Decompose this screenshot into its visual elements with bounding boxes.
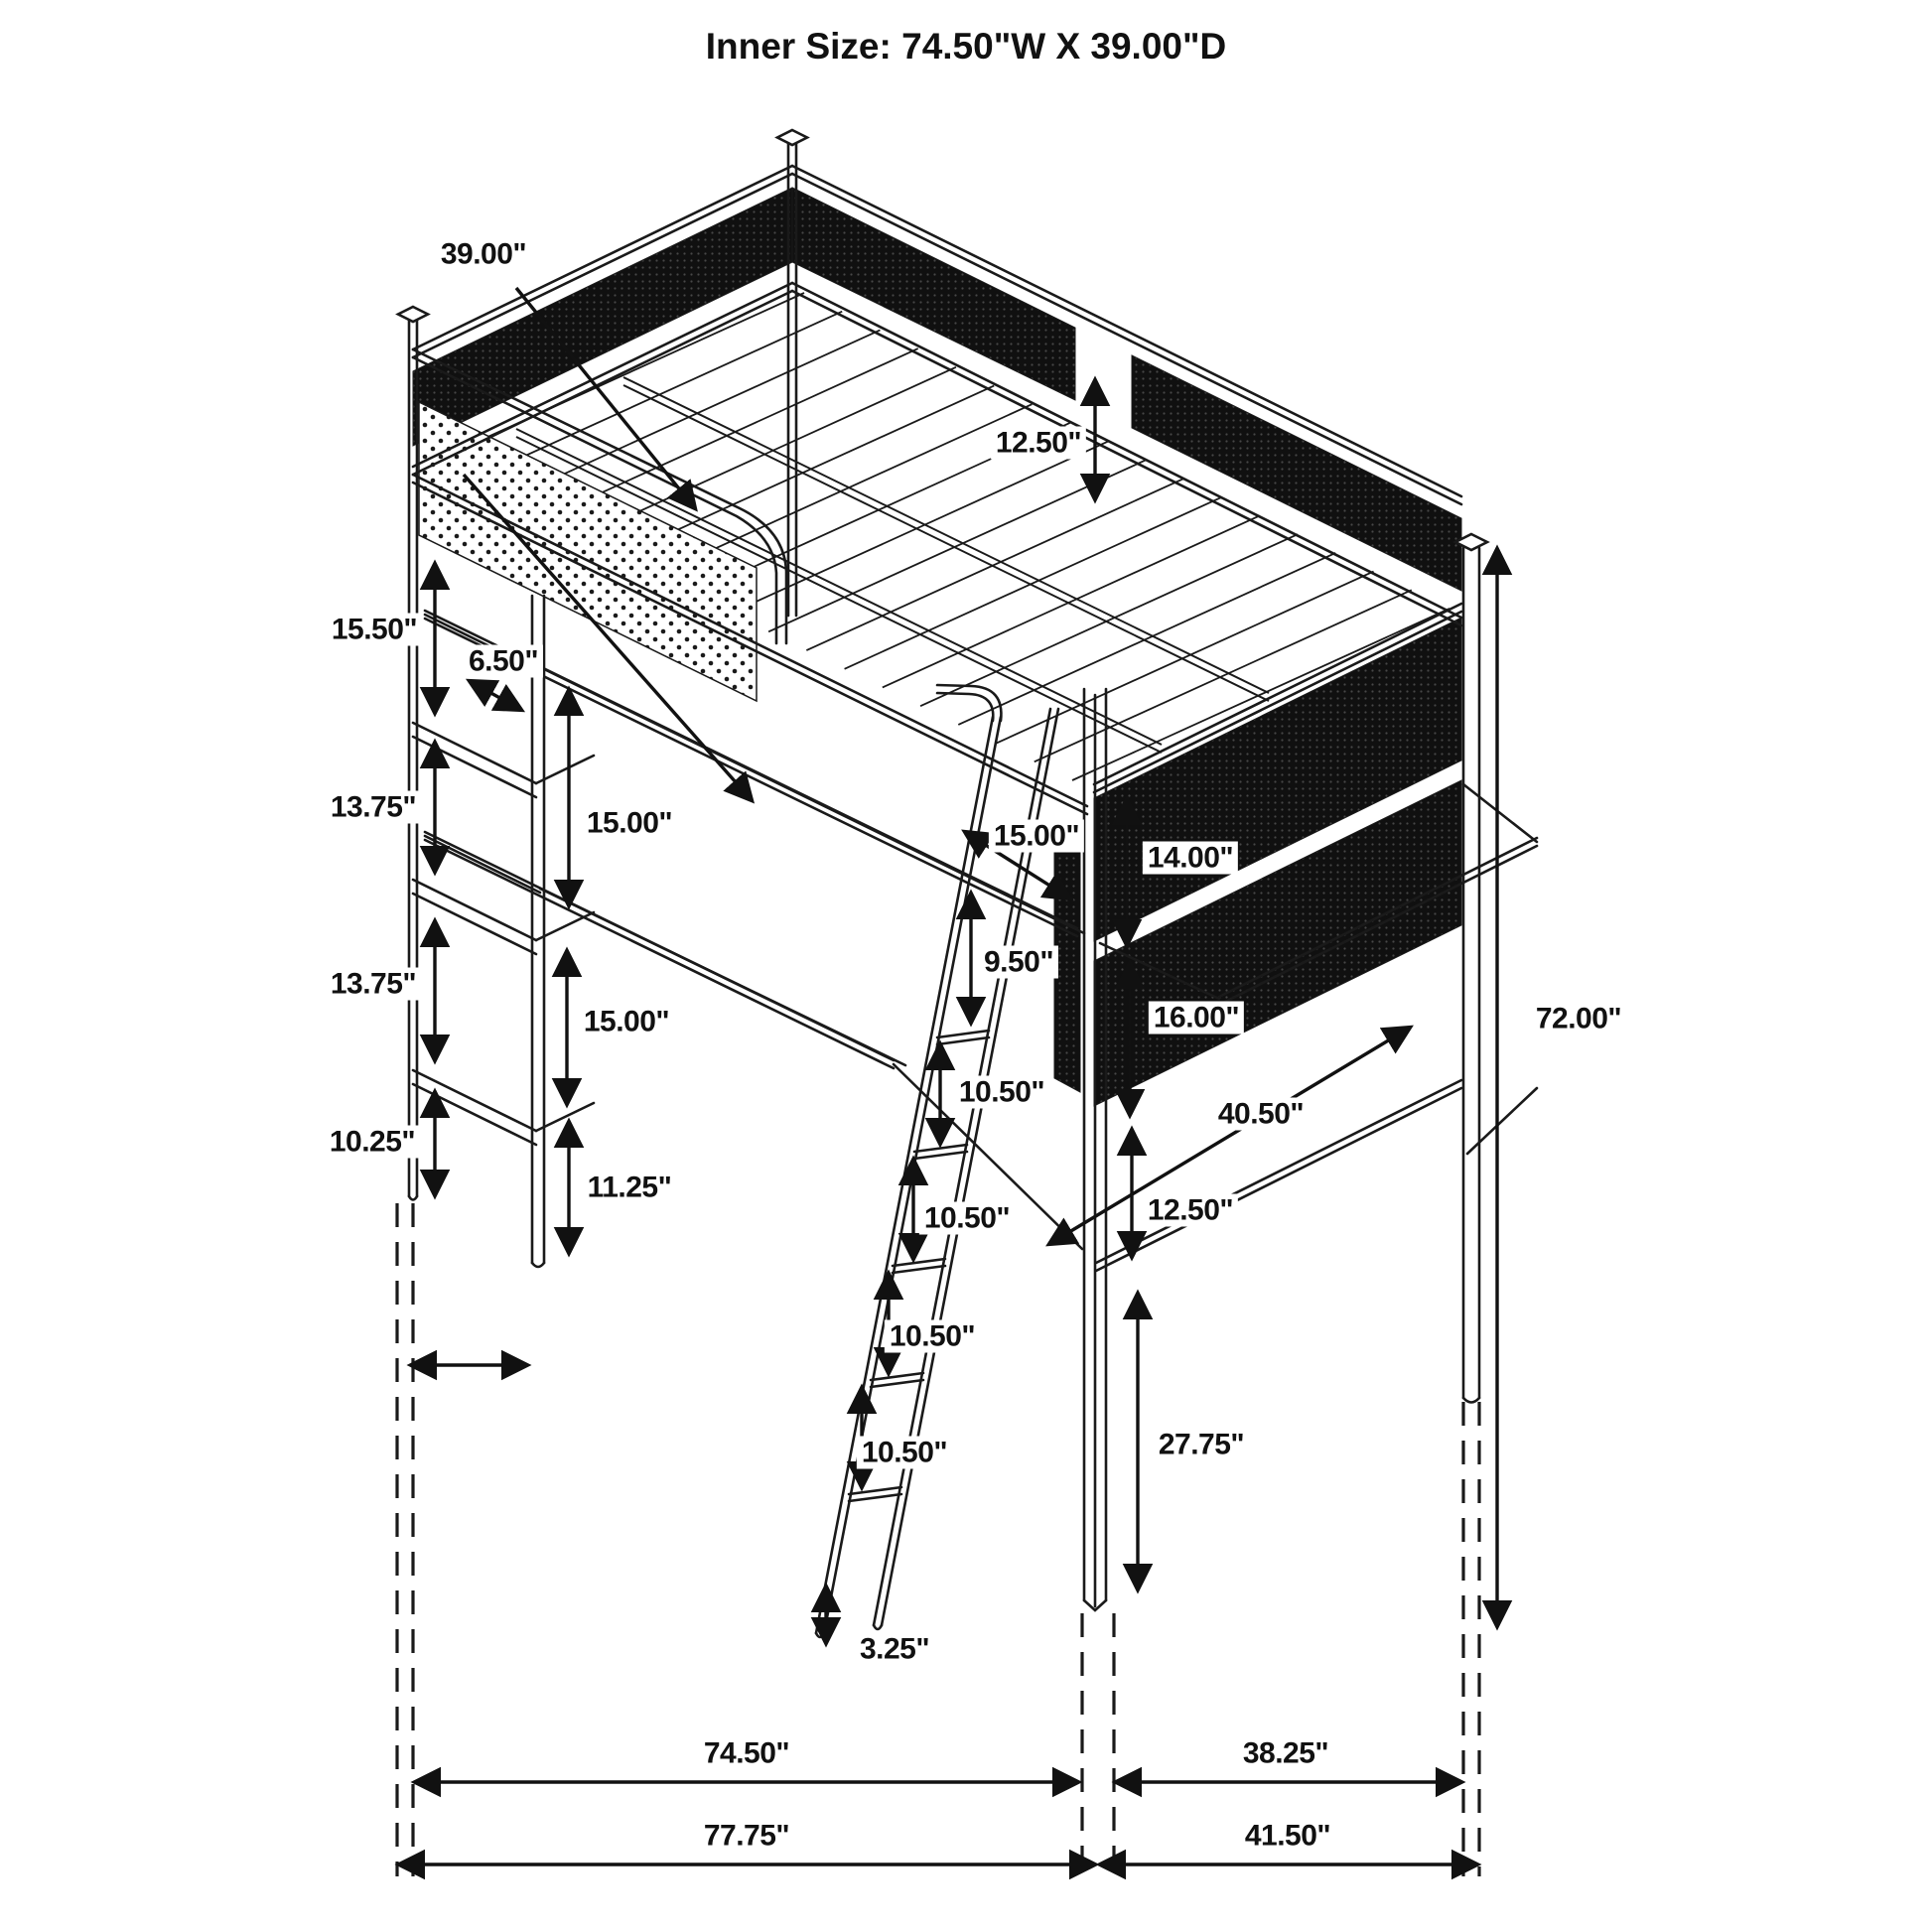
dim-label: 10.50" [857, 1437, 952, 1469]
dim-label: 13.75" [326, 791, 421, 824]
mesh-panel-back-left [413, 188, 792, 446]
dim-label: 14.00" [1143, 842, 1238, 875]
dim-label: 15.50" [327, 614, 422, 646]
dim-label: 74.50" [699, 1737, 794, 1770]
dimension-arrow [470, 681, 521, 710]
dim-label: 27.75" [1154, 1429, 1249, 1461]
slat [958, 553, 1335, 725]
shelf-column [413, 596, 594, 1267]
dim-label: 15.00" [582, 807, 677, 840]
dim-label: 10.50" [885, 1320, 980, 1353]
dim-label: 39.00" [436, 238, 531, 271]
dim-label: 6.50" [464, 645, 543, 678]
dim-label: 11.25" [583, 1172, 677, 1204]
dim-label: 72.00" [1531, 1003, 1626, 1035]
projection-lines [397, 1203, 1479, 1876]
dim-label: 15.00" [989, 820, 1084, 853]
dim-label: 10.50" [954, 1076, 1049, 1109]
dim-label: 13.75" [326, 968, 421, 1001]
dim-label: 3.25" [855, 1633, 934, 1666]
dim-label: 15.00" [579, 1006, 674, 1038]
dim-label: 41.50" [1240, 1820, 1335, 1853]
dim-label: 16.00" [1149, 1002, 1244, 1035]
dim-label: 9.50" [979, 946, 1058, 979]
page-title: Inner Size: 74.50"W X 39.00"D [705, 26, 1227, 67]
dim-label: 12.50" [991, 427, 1086, 460]
mesh-panel-front-post [1054, 832, 1080, 1092]
dim-label: 10.25" [325, 1126, 420, 1159]
dim-label: 10.50" [919, 1202, 1015, 1235]
dim-label: 38.25" [1238, 1737, 1333, 1770]
underbed-desk [425, 611, 1084, 1249]
dim-label: 77.75" [699, 1820, 794, 1853]
dim-label: 40.50" [1213, 1098, 1309, 1131]
dim-label: 12.50" [1143, 1194, 1238, 1227]
